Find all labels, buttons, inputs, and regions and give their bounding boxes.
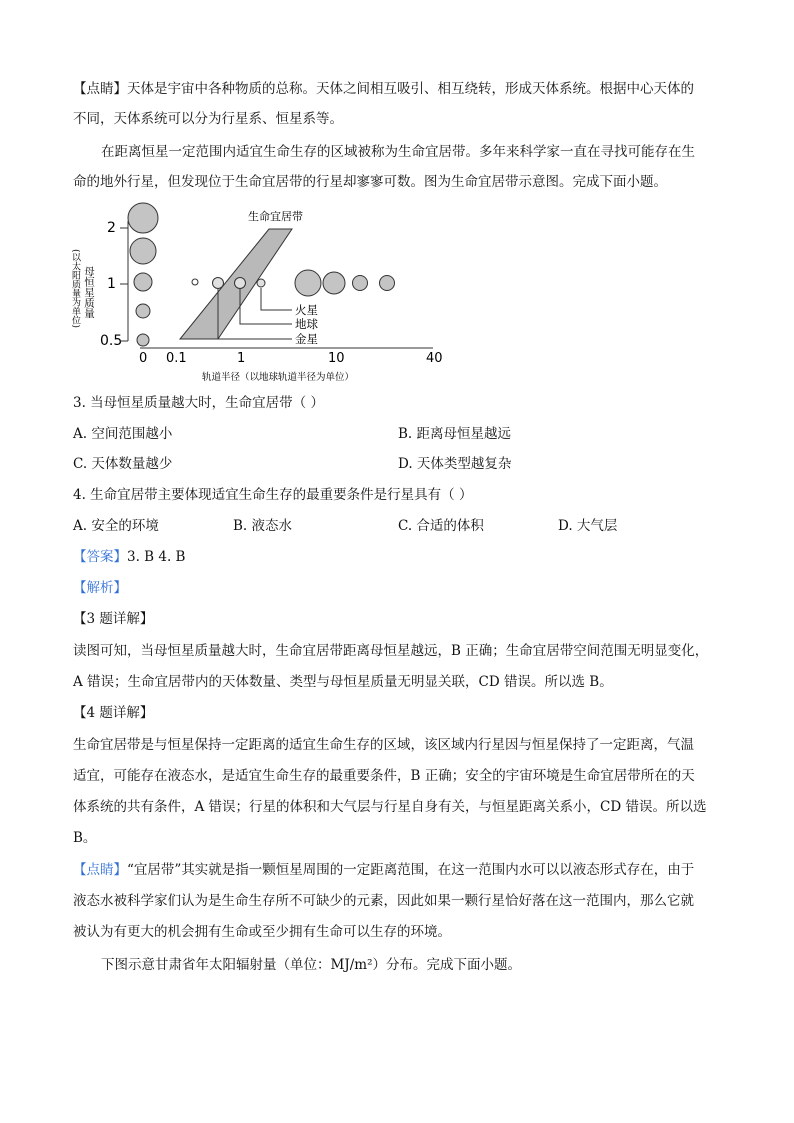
planet-venus bbox=[213, 278, 224, 289]
detail-3-title: 【3 题详解】 bbox=[73, 611, 154, 627]
y-tick: 2 bbox=[107, 220, 116, 236]
q4-option-c: C. 合适的体积 bbox=[398, 518, 484, 534]
x-tick: 40 bbox=[426, 351, 443, 366]
y-axis-sub-label bbox=[70, 249, 81, 328]
y-axis-label: 母恒星质量 bbox=[83, 266, 95, 319]
planet-neptune bbox=[380, 276, 395, 291]
q3-option-a: A. 空间范围越小 bbox=[73, 426, 173, 442]
detail-3-line: A 错误；生命宜居带内的天体数量、类型与母恒星质量无明显关联，CD 错误。所以选 B。 bbox=[73, 674, 613, 690]
planet-mercury bbox=[192, 279, 198, 285]
q4-option-b: B. 液态水 bbox=[233, 518, 293, 534]
q4-option-d: D. 大气层 bbox=[558, 518, 618, 534]
star-circle bbox=[134, 273, 152, 291]
mars-label: 火星 bbox=[295, 303, 318, 317]
star-circle bbox=[130, 238, 156, 264]
venus-label: 金星 bbox=[295, 332, 318, 346]
analysis-tag: 【解析】 bbox=[73, 580, 127, 596]
earth-label: 地球 bbox=[295, 317, 318, 331]
y-tick: 1 bbox=[107, 276, 116, 292]
detail-4-line: 生命宜居带是与恒星保持一定距离的适宜生命生存的区域，该区域内行星因与恒星保持了一定距离，气温 bbox=[73, 737, 694, 753]
note-paragraph: 【点睛】天体是宇宙中各种物质的总称。天体之间相互吸引、相互绕转，形成天体系统。根据中心天体的 bbox=[73, 81, 694, 97]
intro-line: 命的地外行星，但发现位于生命宜居带的行星却寥寥可数。图为生命宜居带示意图。完成下面小题。 bbox=[73, 174, 667, 190]
note-line: 被认为有更大的机会拥有生命或至少拥有生命可以生存的环境。 bbox=[73, 924, 451, 940]
planet-jupiter bbox=[295, 270, 321, 296]
detail-4-line: 体系统的共有条件，A 错误；行星的体积和大气层与行星自身有关，与恒星距离关系小，CD 错误。所以选 bbox=[73, 799, 707, 815]
answer-line: 【答案】3. B 4. B bbox=[73, 549, 186, 565]
q3-option-c: C. 天体数量越少 bbox=[73, 456, 173, 472]
q3-option-b: B. 距离母恒星越远 bbox=[398, 426, 512, 442]
star-circle bbox=[136, 304, 150, 318]
planet-uranus bbox=[353, 276, 368, 291]
planet-saturn bbox=[323, 272, 345, 294]
detail-4-title: 【4 题详解】 bbox=[73, 705, 154, 721]
star-circle bbox=[128, 203, 158, 233]
star-circle bbox=[137, 334, 149, 346]
answer-tag: 【答案】 bbox=[73, 549, 127, 565]
detail-4-line: B。 bbox=[73, 830, 97, 846]
x-tick: 10 bbox=[328, 351, 345, 366]
x-tick: 1 bbox=[237, 351, 246, 366]
band-label: 生命宜居带 bbox=[248, 210, 303, 223]
question-3-stem: 3. 当母恒星质量越大时，生命宜居带（ ） bbox=[73, 395, 324, 411]
detail-3-line: 读图可知，当母恒星质量越大时，生命宜居带距离母恒星越远，B 正确；生命宜居带空间范围无明显变化， bbox=[73, 643, 709, 659]
q4-option-a: A. 安全的环境 bbox=[73, 518, 159, 534]
y-tick: 0.5 bbox=[100, 333, 123, 349]
habitable-zone-figure bbox=[70, 196, 460, 386]
intro-line: 在距离恒星一定范围内适宜生命生存的区域被称为生命宜居带。多年来科学家一直在寻找可能存在生 bbox=[101, 144, 695, 160]
planet-mars bbox=[257, 279, 265, 287]
planet-earth bbox=[235, 278, 246, 289]
note-tag: 【点睛】 bbox=[73, 81, 127, 97]
note-tag: 【点睛】 bbox=[73, 862, 127, 878]
note-line: 不同，天体系统可以分为行星系、恒星系等。 bbox=[73, 111, 343, 127]
x-axis-label: 轨道半径（以地球轨道半径为单位） bbox=[202, 372, 355, 383]
note-line: 液态水被科学家们认为是生命生存所不可缺少的元素，因此如果一颗行星恰好落在这一范围内，那么它就 bbox=[73, 893, 694, 909]
detail-4-line: 适宜，可能存在液态水，是适宜生命生存的最重要条件，B 正确；安全的宇宙环境是生命宜居带所在的天 bbox=[73, 768, 695, 784]
next-intro: 下图示意甘肃省年太阳辐射量（单位：MJ/m²）分布。完成下面小题。 bbox=[101, 957, 521, 973]
x-tick: 0.1 bbox=[166, 351, 187, 366]
svg-text:(以太阳质量为单位): (以太阳质量为单位) bbox=[70, 249, 80, 329]
note-paragraph: 【点睛】“宜居带”其实就是指一颗恒星周围的一定距离范围，在这一范围内水可以以液态形式存在，由于 bbox=[73, 862, 695, 878]
question-4-stem: 4. 生命宜居带主要体现适宜生命生存的最重要条件是行星具有（ ） bbox=[73, 487, 473, 503]
q3-option-d: D. 天体类型越复杂 bbox=[398, 456, 512, 472]
x-tick: 0 bbox=[139, 351, 148, 366]
